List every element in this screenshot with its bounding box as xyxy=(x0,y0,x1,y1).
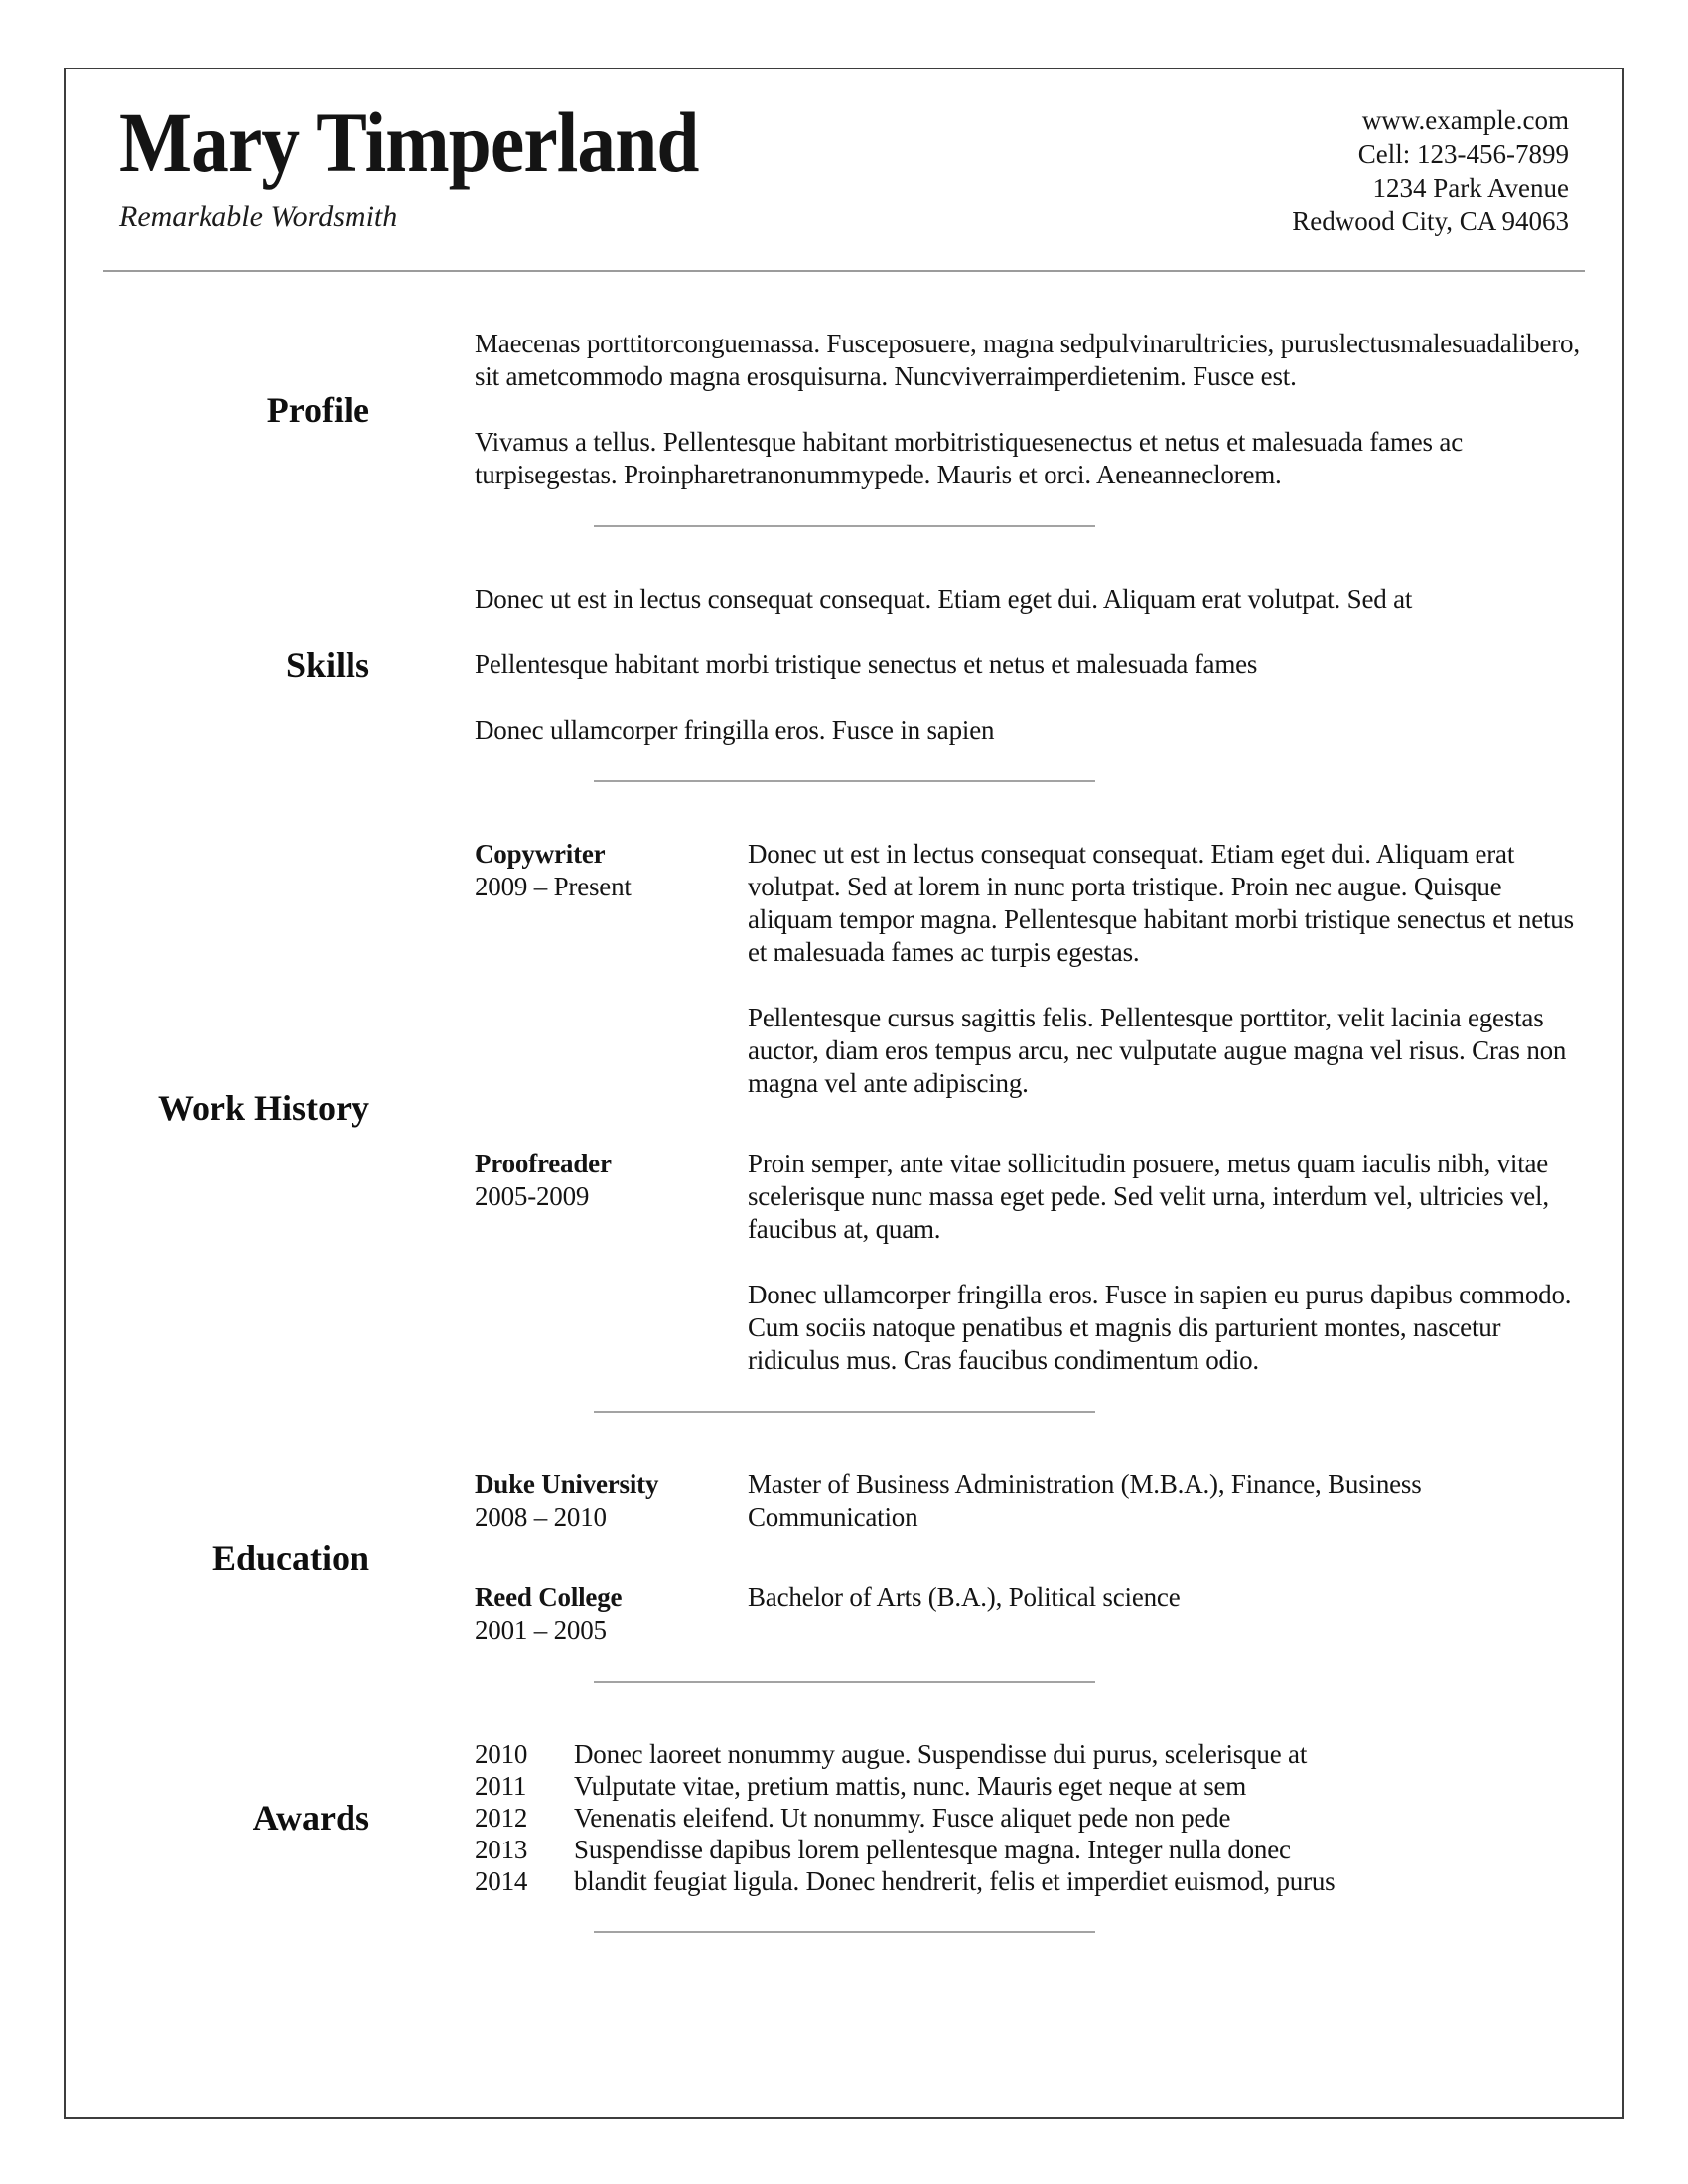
school-name: Duke University xyxy=(475,1469,659,1499)
job-title: Copywriter xyxy=(475,839,606,869)
job-description xyxy=(748,838,1585,1100)
job-description-paragraph: Donec ut est in lectus consequat consequat. Etiam eget dui. Aliquam erat volutpat. Sed at lorem in nunc porta tristique. Proin nec augue. Quisque aliquam tempor magna. Pellentesque habitant morbi tristique senectus et netus et malesuada fames ac turpis egestas. xyxy=(748,839,1574,967)
school-dates: 2008 – 2010 xyxy=(475,1502,607,1532)
footer-space xyxy=(0,1933,1688,2052)
award-text: Donec laoreet nonummy augue. Suspendisse dui purus, scelerisque at xyxy=(574,1739,1308,1769)
section-awards xyxy=(103,1683,1585,1897)
section-education xyxy=(103,1413,1585,1647)
section-heading-profile: Profile xyxy=(266,389,369,430)
header-identity xyxy=(119,94,763,234)
profile-paragraph: Maecenas porttitorconguemassa. Fusceposuere, magna sedpulvinarultricies, puruslectusmalesuadalibero, sit ametcommodo magna erosquisurna. Nuncviverraimperdietenim. Fusce est. xyxy=(475,329,1580,391)
work-entry-meta xyxy=(475,1148,748,1213)
skill-item: Pellentesque habitant morbi tristique senectus et netus et malesuada fames xyxy=(475,649,1258,679)
job-dates: 2009 – Present xyxy=(475,872,632,901)
education-body xyxy=(475,1468,1585,1647)
award-year: 2014 xyxy=(475,1866,528,1896)
section-heading-work-history: Work History xyxy=(158,1087,369,1128)
section-work-history xyxy=(103,782,1585,1377)
skill-item: Donec ullamcorper fringilla eros. Fusce in sapien xyxy=(475,715,995,745)
work-entry-meta xyxy=(475,838,748,903)
profile-paragraph: Vivamus a tellus. Pellentesque habitant morbitristiquesenectus et netus et malesuada fames ac turpisegestas. Proinpharetranonummypede. Mauris et orci. Aeneanneclorem. xyxy=(475,427,1463,489)
work-entry xyxy=(475,1148,1585,1377)
school-dates: 2001 – 2005 xyxy=(475,1615,607,1645)
award-text: Venenatis eleifend. Ut nonummy. Fusce aliquet pede non pede xyxy=(574,1803,1231,1833)
contact-phone: Cell: 123-456-7899 xyxy=(1357,139,1569,169)
award-item xyxy=(475,1802,1585,1834)
skill-item: Donec ut est in lectus consequat consequat. Etiam eget dui. Aliquam erat volutpat. Sed at xyxy=(475,584,1413,614)
degree-text: Bachelor of Arts (B.A.), Political science xyxy=(748,1582,1181,1612)
degree-text: Master of Business Administration (M.B.A.), Finance, Business Communication xyxy=(748,1469,1422,1532)
job-dates: 2005-2009 xyxy=(475,1181,590,1211)
education-entry-meta xyxy=(475,1581,748,1647)
candidate-tagline: Remarkable Wordsmith xyxy=(119,201,398,233)
section-heading-skills: Skills xyxy=(285,644,369,685)
candidate-name: Mary Timperland xyxy=(119,94,699,190)
section-profile xyxy=(103,272,1585,491)
section-heading-education: Education xyxy=(211,1538,369,1577)
award-text: Vulputate vitae, pretium mattis, nunc. Mauris eget neque at sem xyxy=(574,1771,1247,1801)
job-description-paragraph: Donec ullamcorper fringilla eros. Fusce in sapien eu purus dapibus commodo. Cum sociis natoque penatibus et magnis dis parturient montes, nascetur ridiculus mus. Cras faucibus condimentum odio. xyxy=(748,1280,1572,1375)
award-year: 2013 xyxy=(475,1835,528,1864)
award-item xyxy=(475,1770,1585,1802)
header xyxy=(0,0,1688,238)
award-item xyxy=(475,1834,1585,1865)
skills-body xyxy=(475,583,1585,747)
profile-body xyxy=(475,328,1585,491)
job-description xyxy=(748,1148,1585,1377)
work-history-body xyxy=(475,838,1585,1377)
education-entry xyxy=(475,1468,1585,1534)
education-entry-meta xyxy=(475,1468,748,1534)
degree-description xyxy=(748,1468,1585,1534)
award-text: blandit feugiat ligula. Donec hendrerit, felis et imperdiet euismod, purus xyxy=(574,1866,1336,1896)
award-item xyxy=(475,1865,1585,1897)
degree-description xyxy=(748,1581,1585,1614)
job-description-paragraph: Proin semper, ante vitae sollicitudin posuere, metus quam iaculis nibh, vitae scelerisque nunc massa eget pede. Sed velit urna, interdum vel, ultricies vel, faucibus at, quam. xyxy=(748,1149,1549,1244)
award-year: 2011 xyxy=(475,1771,527,1801)
award-item xyxy=(475,1738,1585,1770)
section-skills xyxy=(103,527,1585,747)
school-name: Reed College xyxy=(475,1582,623,1612)
education-entry xyxy=(475,1581,1585,1647)
contact-website: www.example.com xyxy=(1361,105,1569,135)
contact-address-city: Redwood City, CA 94063 xyxy=(1292,206,1569,236)
award-year: 2010 xyxy=(475,1739,528,1769)
contact-address-street: 1234 Park Avenue xyxy=(1372,173,1569,203)
award-year: 2012 xyxy=(475,1803,528,1833)
contact-block xyxy=(1292,99,1569,238)
awards-body xyxy=(475,1738,1585,1897)
award-text: Suspendisse dapibus lorem pellentesque magna. Integer nulla donec xyxy=(574,1835,1291,1864)
work-entry xyxy=(475,838,1585,1100)
job-description-paragraph: Pellentesque cursus sagittis felis. Pellentesque porttitor, velit lacinia egestas auctor, diam eros tempus arcu, nec vulputate augue magna vel risus. Cras non magna vel ante adipiscing. xyxy=(748,1003,1567,1098)
job-title: Proofreader xyxy=(475,1149,612,1178)
section-heading-awards: Awards xyxy=(252,1798,369,1838)
